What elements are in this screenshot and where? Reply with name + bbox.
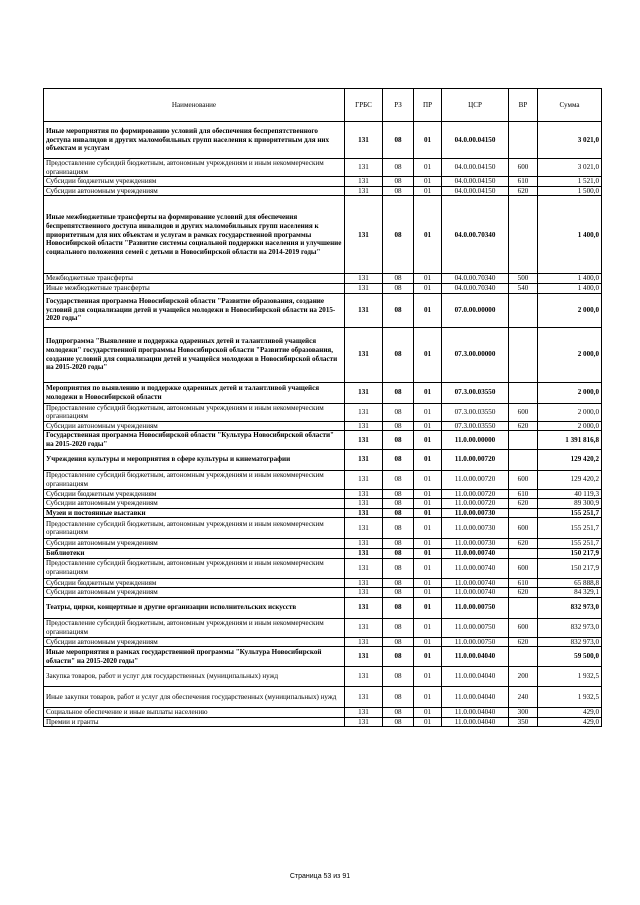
cell-name: Мероприятия по выявлению и поддержке одаренных детей и талантливой учащейся молодежи в Новосибирской области: [44, 382, 345, 403]
table-row: [44, 518, 602, 539]
cell-rz: 08: [383, 159, 414, 177]
cell-vr: 620: [509, 499, 538, 509]
cell-sum: 150 217,9: [538, 558, 602, 578]
table-row: [44, 122, 602, 159]
cell-pr: 01: [414, 177, 442, 187]
cell-csr: 11.0.00.00730: [442, 518, 509, 539]
cell-rz: 08: [383, 637, 414, 647]
cell-name: Субсидии автономным учреждениям: [44, 421, 345, 431]
table-row: [44, 196, 602, 274]
cell-csr: 07.3.00.03550: [442, 421, 509, 431]
cell-csr: 04.0.00.04150: [442, 122, 509, 159]
cell-name: Предоставление субсидий бюджетным, автономным учреждениям и иным некоммерческим организациям: [44, 558, 345, 578]
cell-name: Премии и гранты: [44, 717, 345, 727]
cell-grbs: 131: [345, 489, 383, 499]
cell-csr: 04.0.00.04150: [442, 159, 509, 177]
cell-vr: 600: [509, 618, 538, 637]
cell-name: Государственная программа Новосибирской области "Развитие образования, создание условий для социализации детей и учащейся молодежи в Новосибирской области на 2015-2020 годы": [44, 293, 345, 327]
cell-rz: 08: [383, 283, 414, 293]
cell-sum: 2 000,0: [538, 327, 602, 382]
cell-pr: 01: [414, 558, 442, 578]
cell-grbs: 131: [345, 687, 383, 708]
table-row: [44, 597, 602, 618]
cell-pr: 01: [414, 588, 442, 598]
cell-name: Предоставление субсидий бюджетным, автономным учреждениям и иным некоммерческим организациям: [44, 159, 345, 177]
header-rz: РЗ: [383, 89, 414, 122]
table-row: [44, 588, 602, 598]
table-row: [44, 499, 602, 509]
cell-pr: 01: [414, 489, 442, 499]
cell-csr: 11.0.00.00720: [442, 449, 509, 470]
cell-grbs: 131: [345, 327, 383, 382]
cell-pr: 01: [414, 122, 442, 159]
cell-vr: 540: [509, 283, 538, 293]
cell-grbs: 131: [345, 431, 383, 449]
cell-csr: 11.0.00.04040: [442, 647, 509, 667]
cell-name: Иные мероприятия по формированию условий для обеспечения беспрепятственного доступа инвалидов и других маломобильных групп населения к приоритетным для них объектам и услугам: [44, 122, 345, 159]
table-row: [44, 327, 602, 382]
table-row: [44, 159, 602, 177]
cell-name: Субсидии бюджетным учреждениям: [44, 177, 345, 187]
cell-vr: 300: [509, 708, 538, 718]
table-row: [44, 687, 602, 708]
cell-csr: 11.0.00.00730: [442, 508, 509, 518]
cell-sum: 1 400,0: [538, 274, 602, 284]
cell-name: Предоставление субсидий бюджетным, автономным учреждениям и иным некоммерческим организациям: [44, 470, 345, 489]
cell-rz: 08: [383, 548, 414, 558]
table-row: [44, 548, 602, 558]
cell-sum: 1 932,5: [538, 667, 602, 687]
cell-sum: 129 420,2: [538, 470, 602, 489]
cell-vr: [509, 196, 538, 274]
cell-grbs: 131: [345, 293, 383, 327]
cell-name: Иные межбюджетные трансферты на формирование условий для обеспечения беспрепятственного доступа инвалидов и других маломобильных групп населения к приоритетным для них объектам и услугам в рамках государственной программы Новосибирской области "Развитие системы социальной поддержки населения и улучшение социального положения семей с детьми в Новосибирской области на 2014-2019 годы": [44, 196, 345, 274]
cell-csr: 11.0.00.00720: [442, 489, 509, 499]
cell-vr: [509, 382, 538, 403]
cell-rz: 08: [383, 687, 414, 708]
cell-pr: 01: [414, 186, 442, 196]
cell-csr: 04.0.00.04150: [442, 177, 509, 187]
cell-csr: 11.0.00.00000: [442, 431, 509, 449]
table-row: [44, 449, 602, 470]
cell-csr: 11.0.00.04040: [442, 708, 509, 718]
cell-pr: 01: [414, 327, 442, 382]
cell-csr: 07.3.00.00000: [442, 327, 509, 382]
cell-sum: 832 973,0: [538, 618, 602, 637]
cell-vr: 350: [509, 717, 538, 727]
cell-vr: [509, 293, 538, 327]
cell-name: Социальное обеспечение и иные выплаты населению: [44, 708, 345, 718]
cell-name: Государственная программа Новосибирской области "Культура Новосибирской области" на 2015-2020 годы": [44, 431, 345, 449]
cell-sum: 59 500,0: [538, 647, 602, 667]
cell-name: Предоставление субсидий бюджетным, автономным учреждениям и иным некоммерческим организациям: [44, 618, 345, 637]
cell-grbs: 131: [345, 637, 383, 647]
cell-sum: 1 391 816,8: [538, 431, 602, 449]
cell-name: Иные мероприятия в рамках государственной программы "Культура Новосибирской области" на 2015-2020 годы": [44, 647, 345, 667]
cell-grbs: 131: [345, 508, 383, 518]
cell-name: Предоставление субсидий бюджетным, автономным учреждениям и иным некоммерческим организациям: [44, 518, 345, 539]
cell-vr: 610: [509, 578, 538, 588]
cell-sum: 1 400,0: [538, 196, 602, 274]
cell-rz: 08: [383, 122, 414, 159]
cell-name: Иные закупки товаров, работ и услуг для обеспечения государственных (муниципальных) нужд: [44, 687, 345, 708]
cell-sum: 1 932,5: [538, 687, 602, 708]
cell-vr: 620: [509, 637, 538, 647]
cell-vr: [509, 449, 538, 470]
cell-rz: 08: [383, 431, 414, 449]
cell-pr: 01: [414, 293, 442, 327]
table-row: [44, 708, 602, 718]
cell-sum: 2 000,0: [538, 403, 602, 421]
cell-csr: 04.0.00.70340: [442, 283, 509, 293]
cell-sum: 832 973,0: [538, 597, 602, 618]
cell-csr: 11.0.00.00750: [442, 637, 509, 647]
table-row: [44, 177, 602, 187]
cell-pr: 01: [414, 470, 442, 489]
cell-pr: 01: [414, 548, 442, 558]
table-row: [44, 421, 602, 431]
cell-sum: 84 329,1: [538, 588, 602, 598]
cell-grbs: 131: [345, 597, 383, 618]
cell-csr: 11.0.00.00720: [442, 499, 509, 509]
cell-name: Учреждения культуры и мероприятия в сфере культуры и кинематографии: [44, 449, 345, 470]
cell-grbs: 131: [345, 274, 383, 284]
cell-pr: 01: [414, 539, 442, 549]
cell-pr: 01: [414, 717, 442, 727]
cell-rz: 08: [383, 618, 414, 637]
cell-rz: 08: [383, 186, 414, 196]
cell-name: Закупка товаров, работ и услуг для государственных (муниципальных) нужд: [44, 667, 345, 687]
cell-sum: 155 251,7: [538, 508, 602, 518]
table-row: [44, 293, 602, 327]
cell-csr: 11.0.00.04040: [442, 717, 509, 727]
table-row: [44, 382, 602, 403]
table-row: [44, 489, 602, 499]
cell-grbs: 131: [345, 196, 383, 274]
cell-vr: 600: [509, 470, 538, 489]
cell-vr: 610: [509, 489, 538, 499]
cell-sum: 429,0: [538, 708, 602, 718]
cell-sum: 65 888,8: [538, 578, 602, 588]
cell-rz: 08: [383, 578, 414, 588]
header-pr: ПР: [414, 89, 442, 122]
cell-name: Иные межбюджетные трансферты: [44, 283, 345, 293]
cell-pr: 01: [414, 667, 442, 687]
cell-grbs: 131: [345, 518, 383, 539]
cell-csr: 11.0.00.00740: [442, 588, 509, 598]
cell-rz: 08: [383, 470, 414, 489]
table-header-row: [44, 89, 602, 122]
cell-grbs: 131: [345, 548, 383, 558]
cell-name: Субсидии бюджетным учреждениям: [44, 578, 345, 588]
cell-rz: 08: [383, 518, 414, 539]
cell-name: Субсидии автономным учреждениям: [44, 186, 345, 196]
table-row: [44, 717, 602, 727]
cell-grbs: 131: [345, 578, 383, 588]
cell-csr: 11.0.00.00750: [442, 597, 509, 618]
cell-grbs: 131: [345, 186, 383, 196]
cell-vr: 620: [509, 421, 538, 431]
cell-csr: 11.0.00.04040: [442, 667, 509, 687]
cell-grbs: 131: [345, 421, 383, 431]
cell-grbs: 131: [345, 588, 383, 598]
header-sum: Сумма: [538, 89, 602, 122]
cell-csr: 04.0.00.70340: [442, 274, 509, 284]
cell-sum: 2 000,0: [538, 382, 602, 403]
cell-sum: 155 251,7: [538, 539, 602, 549]
cell-rz: 08: [383, 421, 414, 431]
budget-table: [43, 88, 602, 727]
table-row: [44, 403, 602, 421]
cell-rz: 08: [383, 588, 414, 598]
cell-csr: 04.0.00.04150: [442, 186, 509, 196]
cell-pr: 01: [414, 508, 442, 518]
cell-rz: 08: [383, 708, 414, 718]
cell-pr: 01: [414, 403, 442, 421]
cell-sum: 2 000,0: [538, 293, 602, 327]
cell-pr: 01: [414, 431, 442, 449]
cell-pr: 01: [414, 518, 442, 539]
cell-sum: 129 420,2: [538, 449, 602, 470]
cell-pr: 01: [414, 687, 442, 708]
cell-rz: 08: [383, 449, 414, 470]
cell-name: Предоставление субсидий бюджетным, автономным учреждениям и иным некоммерческим организациям: [44, 403, 345, 421]
table-row: [44, 470, 602, 489]
cell-rz: 08: [383, 508, 414, 518]
cell-pr: 01: [414, 597, 442, 618]
cell-csr: 07.3.00.03550: [442, 382, 509, 403]
cell-vr: 600: [509, 518, 538, 539]
cell-grbs: 131: [345, 708, 383, 718]
cell-rz: 08: [383, 196, 414, 274]
cell-grbs: 131: [345, 558, 383, 578]
cell-vr: 620: [509, 539, 538, 549]
cell-grbs: 131: [345, 382, 383, 403]
table-row: [44, 667, 602, 687]
cell-name: Субсидии автономным учреждениям: [44, 588, 345, 598]
cell-pr: 01: [414, 159, 442, 177]
cell-vr: 200: [509, 667, 538, 687]
table-row: [44, 558, 602, 578]
cell-vr: [509, 431, 538, 449]
cell-rz: 08: [383, 274, 414, 284]
cell-csr: 04.0.00.70340: [442, 196, 509, 274]
cell-vr: 620: [509, 186, 538, 196]
cell-pr: 01: [414, 499, 442, 509]
cell-rz: 08: [383, 489, 414, 499]
cell-pr: 01: [414, 578, 442, 588]
cell-name: Субсидии автономным учреждениям: [44, 539, 345, 549]
cell-name: Библиотеки: [44, 548, 345, 558]
cell-grbs: 131: [345, 647, 383, 667]
cell-pr: 01: [414, 382, 442, 403]
cell-vr: 600: [509, 558, 538, 578]
cell-grbs: 131: [345, 159, 383, 177]
cell-vr: 620: [509, 588, 538, 598]
cell-rz: 08: [383, 558, 414, 578]
cell-rz: 08: [383, 327, 414, 382]
cell-vr: [509, 508, 538, 518]
cell-sum: 3 021,0: [538, 122, 602, 159]
cell-vr: 600: [509, 159, 538, 177]
cell-grbs: 131: [345, 177, 383, 187]
cell-sum: 1 500,0: [538, 186, 602, 196]
budget-table-page: [43, 88, 601, 727]
cell-grbs: 131: [345, 122, 383, 159]
cell-vr: 610: [509, 177, 538, 187]
header-vr: ВР: [509, 89, 538, 122]
cell-csr: 11.0.00.00740: [442, 548, 509, 558]
cell-name: Театры, цирки, концертные и другие организации исполнительских искусств: [44, 597, 345, 618]
cell-pr: 01: [414, 283, 442, 293]
cell-grbs: 131: [345, 283, 383, 293]
cell-rz: 08: [383, 177, 414, 187]
cell-rz: 08: [383, 403, 414, 421]
table-row: [44, 186, 602, 196]
cell-sum: 155 251,7: [538, 518, 602, 539]
table-row: [44, 578, 602, 588]
table-row: [44, 431, 602, 449]
cell-vr: [509, 122, 538, 159]
cell-csr: 11.0.00.00720: [442, 470, 509, 489]
cell-sum: 1 521,0: [538, 177, 602, 187]
table-row: [44, 283, 602, 293]
header-grbs: ГРБС: [345, 89, 383, 122]
table-row: [44, 637, 602, 647]
table-row: [44, 508, 602, 518]
cell-csr: 11.0.00.00740: [442, 578, 509, 588]
cell-vr: [509, 647, 538, 667]
cell-pr: 01: [414, 449, 442, 470]
cell-vr: 240: [509, 687, 538, 708]
cell-pr: 01: [414, 618, 442, 637]
cell-sum: 1 400,0: [538, 283, 602, 293]
cell-rz: 08: [383, 717, 414, 727]
cell-grbs: 131: [345, 717, 383, 727]
table-row: [44, 647, 602, 667]
cell-name: Музеи и постоянные выставки: [44, 508, 345, 518]
cell-rz: 08: [383, 293, 414, 327]
table-row: [44, 618, 602, 637]
cell-sum: 832 973,0: [538, 637, 602, 647]
cell-csr: 07.0.00.00000: [442, 293, 509, 327]
cell-vr: [509, 597, 538, 618]
cell-pr: 01: [414, 708, 442, 718]
cell-name: Субсидии автономным учреждениям: [44, 637, 345, 647]
cell-csr: 11.0.00.00740: [442, 558, 509, 578]
cell-pr: 01: [414, 421, 442, 431]
cell-name: Межбюджетные трансферты: [44, 274, 345, 284]
cell-grbs: 131: [345, 403, 383, 421]
cell-vr: 500: [509, 274, 538, 284]
cell-grbs: 131: [345, 618, 383, 637]
table-row: [44, 274, 602, 284]
cell-grbs: 131: [345, 449, 383, 470]
cell-grbs: 131: [345, 499, 383, 509]
cell-pr: 01: [414, 637, 442, 647]
cell-sum: 89 300,9: [538, 499, 602, 509]
cell-sum: 150 217,9: [538, 548, 602, 558]
cell-name: Подпрограмма "Выявление и поддержка одаренных детей и талантливой учащейся молодежи" государственной программы Новосибирской области "Развитие образования, создание условий для социализации детей и учащейся молодежи в Новосибирской области на 2015-2020 годы": [44, 327, 345, 382]
page-number: Страница 53 из 91: [289, 873, 351, 880]
cell-sum: 2 000,0: [538, 421, 602, 431]
cell-vr: [509, 548, 538, 558]
cell-sum: 429,0: [538, 717, 602, 727]
cell-grbs: 131: [345, 539, 383, 549]
cell-csr: 11.0.00.00730: [442, 539, 509, 549]
cell-vr: [509, 327, 538, 382]
cell-name: Субсидии бюджетным учреждениям: [44, 489, 345, 499]
cell-csr: 07.3.00.03550: [442, 403, 509, 421]
cell-csr: 11.0.00.04040: [442, 687, 509, 708]
cell-rz: 08: [383, 647, 414, 667]
cell-sum: 3 021,0: [538, 159, 602, 177]
cell-rz: 08: [383, 539, 414, 549]
cell-vr: 600: [509, 403, 538, 421]
cell-rz: 08: [383, 382, 414, 403]
cell-rz: 08: [383, 597, 414, 618]
cell-sum: 40 119,3: [538, 489, 602, 499]
cell-rz: 08: [383, 499, 414, 509]
table-row: [44, 539, 602, 549]
cell-pr: 01: [414, 196, 442, 274]
cell-csr: 11.0.00.00750: [442, 618, 509, 637]
cell-rz: 08: [383, 667, 414, 687]
cell-name: Субсидии автономным учреждениям: [44, 499, 345, 509]
header-csr: ЦСР: [442, 89, 509, 122]
cell-grbs: 131: [345, 470, 383, 489]
cell-pr: 01: [414, 647, 442, 667]
header-name: Наименование: [44, 89, 345, 122]
cell-grbs: 131: [345, 667, 383, 687]
cell-pr: 01: [414, 274, 442, 284]
